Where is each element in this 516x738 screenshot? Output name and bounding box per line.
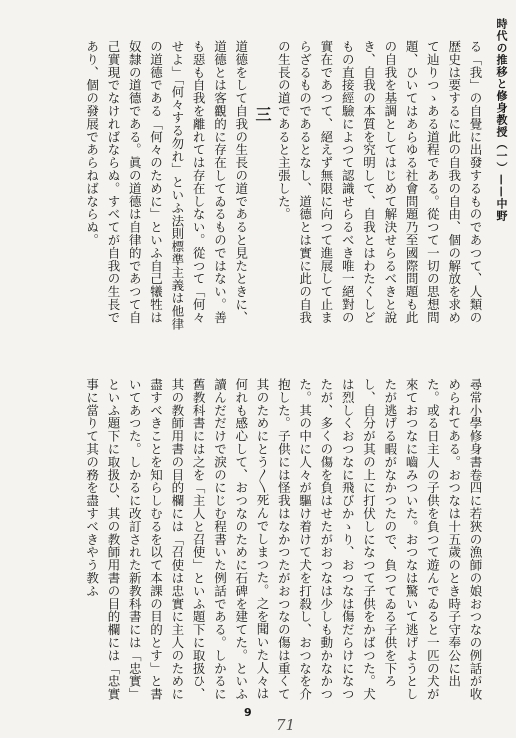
running-title: 時代の推移と修身教授（一）——中野 <box>495 18 508 222</box>
body-paragraph: 尋常小學修身書卷四に若狹の漁師の娘おつなの例話が收められてある。おつなは十五歲のとき時子守奉公に出た。或る日主人の子供を負つて遊んでゐると一匹の犬が來ておつなに嚙みついた。おつなは驚いて逃げようとしたが逃げる暇がなかつたので、負つてゐる子供を下ろし、自分が其の上に打伏しになつて子供をかばつた。犬は烈しくおつなに飛びかゝり、おつなは傷だらけになつたが、多くの傷を負はせたがおつなは少しも動かなかつた。其の中に人々が驅け着けて犬を打殺し、おつなを介抱した。子供には怪我はなかつたがおつなの傷は重くて其のためにとう〳〵死んでしまつた。之を聞いた人々は何れも感心して、おつなのために石碑を建てた。といふ讀んだだけで淚のにじむ程書いた例話である。しかるに舊教科書には之を「主人と召使」といふ題下に取扱ひ、其の教師用書の目的欄には「召使は忠實に主人のために盡すべきことを知らしむるを以て本課の目的とす」と書いてあつた。しかるに改訂された新教科書には「忠實」といふ題下に取扱ひ、其の教師用書の目的欄には「忠實事に當りて其の務を盡すべきやう教ふ <box>84 378 483 701</box>
page-number: 9 <box>244 706 252 719</box>
body-paragraph: 道德をして自我の生長の道であると見たときに、道德とは客觀的に存在してゐるものではない。善も惡も自我を離れては存在しない。從つて「何々せよ」「何々する勿れ」といふ法則標準主義は他律の道德である「何々のために」といふ自己犧牲は奴隸の道德である。眞の道德は自律的であつて自己實現でなければならぬ。すべてが自我の生長であり、個の發展であらねばならぬ。 <box>84 40 249 331</box>
body-paragraph: る「我」の自覺に出發するものであつて、人類の歴史は要するに此の自我の自由、個の解放を求めて辿りつゝある道程である。從つて一切の思想問題、ひいてはあらゆる社會問題乃至國際問題も此の自我を基調としてはじめて解決せらるべきと說き、自我の本質を究明して、自我とはわたくしどもの直接經驗によつて認識せらるべき唯一絕對の實在であつて、絕えず無限に向つて進展して止まらざるものであるとなし、道德とは實に此の自我の生長の道であると主張した。 <box>276 40 483 324</box>
lower-text-block <box>4 378 486 706</box>
upper-text-block <box>4 40 486 336</box>
handwritten-page-number: 71 <box>276 716 296 734</box>
section-number: 三 <box>253 106 273 122</box>
